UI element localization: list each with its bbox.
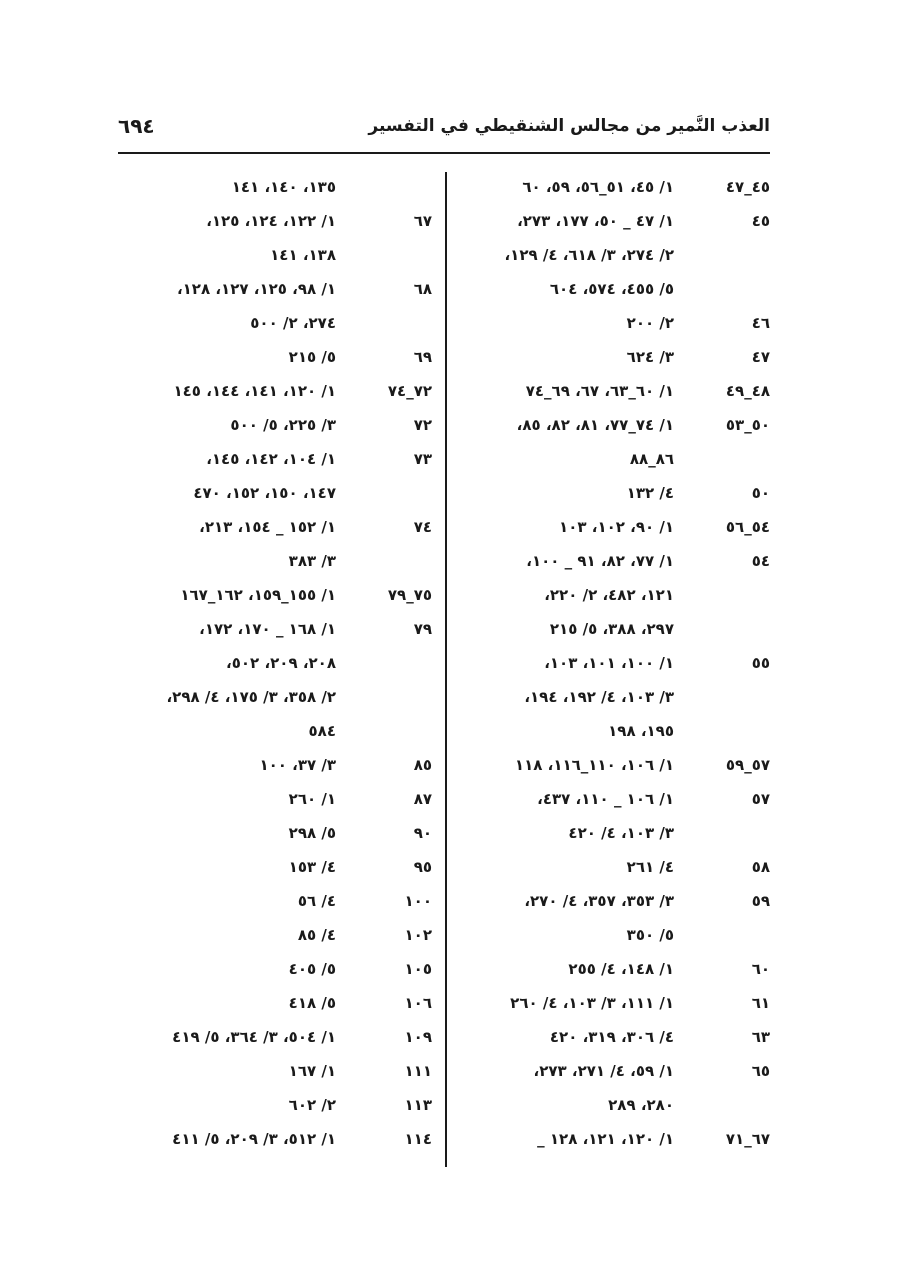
page-references: ١/ ١٦٧ (288, 1062, 336, 1080)
verse-number: ١٠٥ (404, 960, 432, 978)
index-row (460, 1020, 770, 1054)
index-row (460, 680, 770, 714)
verse-number: ٧٣ (413, 450, 432, 468)
page-references: ٤/ ٢٦١ (626, 858, 674, 876)
verse-number: ٥٥ (751, 654, 770, 672)
index-row (122, 272, 432, 306)
page-references: ١/ ٥١٢، ٣/ ٢٠٩، ٥/ ٤١١ (172, 1130, 336, 1148)
index-row (122, 918, 432, 952)
index-row (460, 782, 770, 816)
page-references: ٥/ ٤٠٥ (288, 960, 336, 978)
index-row (122, 374, 432, 408)
verse-number: ٥٠ (751, 484, 770, 502)
index-row (122, 748, 432, 782)
page-references: ٥/ ٢٩٨ (288, 824, 336, 842)
page-references: ٥٨٤ (308, 722, 336, 740)
page-references: ٣/ ٦٢٤ (626, 348, 674, 366)
page-references: ١/ ١٠٤، ١٤٢، ١٤٥، (206, 450, 336, 468)
page-references: ٥/ ٣٥٠ (626, 926, 674, 944)
page-references: ١٤٧، ١٥٠، ١٥٢، ٤٧٠ (193, 484, 336, 502)
index-row (122, 884, 432, 918)
index-column-left (122, 170, 432, 1156)
index-row (460, 204, 770, 238)
index-row (122, 408, 432, 442)
verse-number: ٦٨ (413, 280, 432, 298)
index-row (460, 442, 770, 476)
page-references: ٥/ ٤١٨ (288, 994, 336, 1012)
verse-number: ٦٥ (751, 1062, 770, 1080)
index-row (460, 714, 770, 748)
index-row (122, 714, 432, 748)
index-row (460, 850, 770, 884)
page-references: ٢/ ٢٠٠ (626, 314, 674, 332)
page-references: ١/ ١١١، ٣/ ١٠٣، ٤/ ٢٦٠ (510, 994, 674, 1012)
verse-number: ٦٩ (413, 348, 432, 366)
page-references: ١/ ١٢٢، ١٢٤، ١٢٥، (206, 212, 336, 230)
page-references: ١/ ٥٠٤، ٣/ ٣٦٤، ٥/ ٤١٩ (172, 1028, 336, 1046)
page-references: ٤/ ٨٥ (297, 926, 336, 944)
page-references: ٤/ ١٣٢ (626, 484, 674, 502)
index-row (122, 612, 432, 646)
index-row (122, 1020, 432, 1054)
verse-number: ١١٤ (404, 1130, 432, 1148)
page-references: ١/ ١٥٢ _ ١٥٤، ٢١٣، (199, 518, 336, 536)
page-references: ٢٨٠، ٢٨٩ (608, 1096, 674, 1114)
page-references: ١٣٥، ١٤٠، ١٤١ (231, 178, 336, 196)
page-references: ١/ ١٢٠، ١٤١، ١٤٤، ١٤٥ (173, 382, 336, 400)
verse-number: ٤٨_٤٩ (725, 382, 770, 400)
index-row (460, 918, 770, 952)
verse-number: ٦٠ (751, 960, 770, 978)
index-row (122, 680, 432, 714)
index-row (122, 238, 432, 272)
header-rule (118, 152, 770, 154)
index-row (460, 884, 770, 918)
index-row (122, 952, 432, 986)
page-references: ١/ ٦٠_٦٣، ٦٧، ٦٩_٧٤ (525, 382, 674, 400)
page-references: ١/ ٥٩، ٤/ ٢٧١، ٢٧٣، (533, 1062, 674, 1080)
index-row (460, 952, 770, 986)
index-row (122, 306, 432, 340)
verse-number: ٥٤_٥٦ (725, 518, 770, 536)
index-row (122, 1088, 432, 1122)
index-row (460, 340, 770, 374)
index-row (122, 476, 432, 510)
verse-number: ٥٤ (751, 552, 770, 570)
verse-number: ٥٠_٥٣ (725, 416, 770, 434)
index-row (460, 646, 770, 680)
index-row (460, 408, 770, 442)
index-row (460, 238, 770, 272)
verse-number: ٨٧ (413, 790, 432, 808)
index-row (460, 544, 770, 578)
index-row (460, 170, 770, 204)
page-references: ٢٧٤، ٢/ ٥٠٠ (250, 314, 336, 332)
verse-number: ١١١ (404, 1062, 432, 1080)
page-references: ١/ ١٢٠، ١٢١، ١٢٨ _ (537, 1130, 674, 1148)
book-title: العذب النَّمير من مجالس الشنقيطي في التفسير (368, 116, 770, 136)
verse-number: ٧٢ (413, 416, 432, 434)
verse-number: ٦٧_٧١ (725, 1130, 770, 1148)
page-number: ٦٩٤ (118, 114, 155, 138)
page-references: ٣/ ٣٧، ١٠٠ (259, 756, 336, 774)
verse-number: ٨٥ (413, 756, 432, 774)
verse-number: ٤٦ (751, 314, 770, 332)
index-row (460, 612, 770, 646)
verse-number: ٧٢_٧٤ (387, 382, 432, 400)
page-references: ٣/ ١٠٣، ٤/ ٤٢٠ (568, 824, 674, 842)
index-row (122, 1054, 432, 1088)
index-row (122, 1122, 432, 1156)
index-row (460, 986, 770, 1020)
page-references: ١٣٨، ١٤١ (270, 246, 336, 264)
page-references: ١/ ٢٦٠ (288, 790, 336, 808)
page-references: ١/ ٧٧، ٨٢، ٩١ _ ١٠٠، (526, 552, 674, 570)
page-references: ١/ ١٤٨، ٤/ ٢٥٥ (568, 960, 674, 978)
index-row (122, 544, 432, 578)
page-references: ٤/ ١٥٣ (288, 858, 336, 876)
verse-number: ٥٧ (751, 790, 770, 808)
index-row (122, 510, 432, 544)
index-row (460, 306, 770, 340)
verse-number: ٥٨ (751, 858, 770, 876)
index-row (460, 476, 770, 510)
verse-number: ١٠٦ (404, 994, 432, 1012)
page-references: ٥/ ٤٥٥، ٥٧٤، ٦٠٤ (549, 280, 674, 298)
index-row (460, 1054, 770, 1088)
page-references: ٨٦_٨٨ (629, 450, 674, 468)
index-row (460, 272, 770, 306)
page-references: ٤/ ٥٦ (297, 892, 336, 910)
page-references: ١/ ٩٨، ١٢٥، ١٢٧، ١٢٨، (176, 280, 336, 298)
verse-number: ٧٥_٧٩ (387, 586, 432, 604)
verse-number: ٦٧ (413, 212, 432, 230)
index-row (122, 340, 432, 374)
page-references: ١/ ٧٤_٧٧، ٨١، ٨٢، ٨٥، (516, 416, 674, 434)
verse-number: ٥٩ (751, 892, 770, 910)
verse-number: ١١٣ (404, 1096, 432, 1114)
page-references: ١/ ٩٠، ١٠٢، ١٠٣ (559, 518, 674, 536)
verse-number: ٩٥ (413, 858, 432, 876)
index-row (122, 816, 432, 850)
index-row (460, 374, 770, 408)
index-row (122, 646, 432, 680)
verse-number: ٩٠ (413, 824, 432, 842)
page-references: ٣/ ٣٨٣ (288, 552, 336, 570)
index-row (460, 748, 770, 782)
page-references: ١/ ١٠٦، ١١٠_١١٦، ١١٨ (514, 756, 674, 774)
verse-number: ١٠٢ (404, 926, 432, 944)
verse-number: ٤٥_٤٧ (725, 178, 770, 196)
page-references: ٣/ ٢٢٥، ٥/ ٥٠٠ (230, 416, 336, 434)
verse-number: ٧٤ (413, 518, 432, 536)
page-references: ١/ ٤٧ _ ٥٠، ١٧٧، ٢٧٣، (517, 212, 674, 230)
verse-number: ٦١ (751, 994, 770, 1012)
index-row (122, 782, 432, 816)
index-row (460, 578, 770, 612)
page-references: ١٩٥، ١٩٨ (608, 722, 674, 740)
index-row (122, 170, 432, 204)
page-references: ٤/ ٣٠٦، ٣١٩، ٤٢٠ (549, 1028, 674, 1046)
index-row (460, 816, 770, 850)
index-row (122, 578, 432, 612)
page-references: ٣/ ٣٥٣، ٣٥٧، ٤/ ٢٧٠، (524, 892, 674, 910)
index-column-right (460, 170, 770, 1156)
verse-number: ٤٧ (751, 348, 770, 366)
page-references: ١/ ٤٥، ٥١_٥٦، ٥٩، ٦٠ (522, 178, 674, 196)
page-references: ١/ ١٠٦ _ ١١٠، ٤٣٧، (537, 790, 674, 808)
page-references: ١/ ١٠٠، ١٠١، ١٠٣، (544, 654, 674, 672)
page-references: ١/ ١٦٨ _ ١٧٠، ١٧٢، (199, 620, 336, 638)
verse-number: ١٠٩ (404, 1028, 432, 1046)
index-row (460, 1088, 770, 1122)
page-references: ١/ ١٥٥_١٥٩، ١٦٢_١٦٧ (180, 586, 336, 604)
index-row (460, 1122, 770, 1156)
page-references: ١٢١، ٤٨٢، ٢/ ٢٢٠، (544, 586, 674, 604)
running-header (118, 112, 770, 152)
verse-number: ٧٩ (413, 620, 432, 638)
index-row (122, 850, 432, 884)
page-references: ٢/ ٦٠٢ (288, 1096, 336, 1114)
verse-number: ٦٣ (751, 1028, 770, 1046)
index-row (460, 510, 770, 544)
page-references: ٢٠٨، ٢٠٩، ٥٠٢، (226, 654, 336, 672)
index-row (122, 204, 432, 238)
index-row (122, 986, 432, 1020)
page-references: ٥/ ٢١٥ (288, 348, 336, 366)
page-references: ٢/ ٢٧٤، ٣/ ٦١٨، ٤/ ١٢٩، (504, 246, 674, 264)
page-references: ٢/ ٣٥٨، ٣/ ١٧٥، ٤/ ٢٩٨، (166, 688, 336, 706)
verse-number: ١٠٠ (404, 892, 432, 910)
page-references: ٣/ ١٠٣، ٤/ ١٩٢، ١٩٤، (524, 688, 674, 706)
index-row (122, 442, 432, 476)
verse-number: ٥٧_٥٩ (725, 756, 770, 774)
page-references: ٢٩٧، ٣٨٨، ٥/ ٢١٥ (549, 620, 674, 638)
verse-number: ٤٥ (751, 212, 770, 230)
column-divider (445, 172, 447, 1167)
